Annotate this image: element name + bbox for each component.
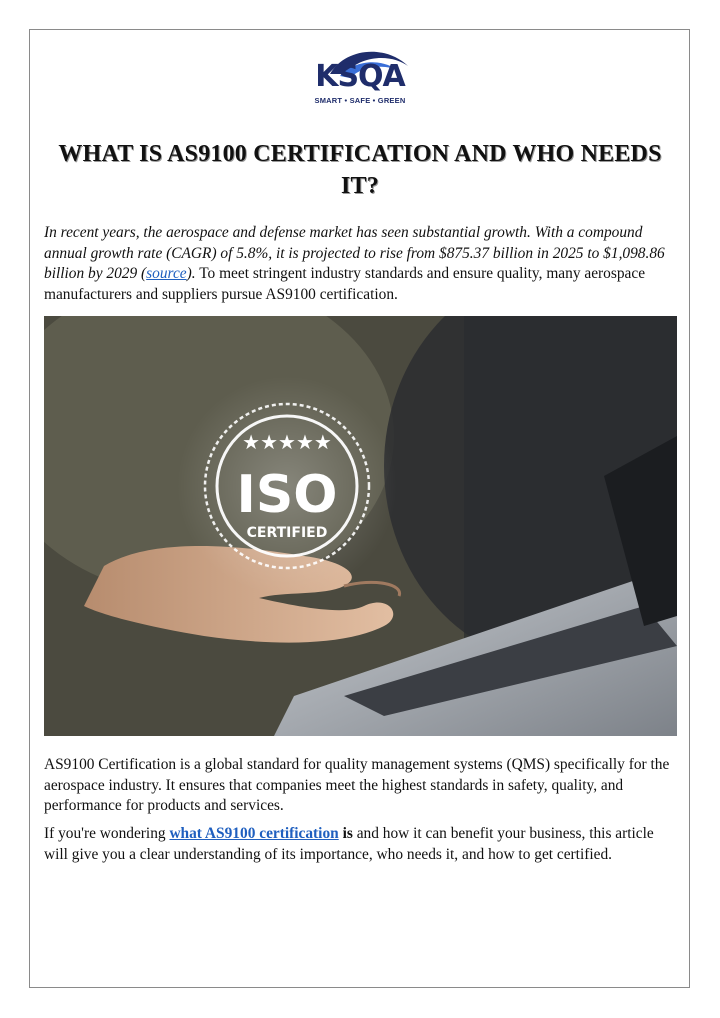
p2-prefix: If you're wondering	[44, 825, 170, 842]
page-title: WHAT IS AS9100 CERTIFICATION AND WHO NEEDS IT?	[58, 141, 662, 199]
logo-tagline: SMART • SAFE • GREEN	[314, 96, 406, 105]
intro-paragraph	[44, 223, 680, 305]
p2-bold-is: is	[338, 825, 353, 842]
hand-laptop-illustration	[44, 316, 677, 736]
p2-suffix: and how it can benefit your business, this article will give you a clear understanding of its importance, who needs it, and how to get certified.	[44, 825, 654, 863]
source-link[interactable]: source	[146, 265, 187, 282]
ksqa-logo	[300, 44, 420, 110]
badge-iso-text: ISO	[236, 465, 338, 525]
logo-wordmark: KSQA	[315, 59, 405, 94]
badge-certified-text: CERTIFIED	[246, 525, 328, 541]
intro-plain-text: To meet stringent industry standards and ensure quality, many aerospace manufacturers and suppliers pursue AS9100 certification.	[44, 265, 646, 303]
article-purpose-paragraph	[44, 824, 680, 865]
intro-italic-text: In recent years, the aerospace and defense market has seen substantial growth. With a compound annual growth rate (CAGR) of 5.8%, it is projected to rise from $875.37 billion in 2025 to $1,098.86 billion by 2029 (	[44, 224, 665, 282]
intro-italic-close: ).	[186, 265, 196, 282]
what-as9100-link[interactable]: what AS9100 certification	[169, 825, 339, 842]
as9100-definition-paragraph: AS9100 Certification is a global standard for quality management systems (QMS) specifically for the aerospace industry. It ensures that companies meet the highest standards in safety, quality, and performance for products and services.	[44, 756, 670, 814]
svg-text:★★★★★: ★★★★★	[242, 430, 332, 454]
document-page	[29, 29, 690, 988]
iso-certified-photo	[44, 316, 677, 736]
